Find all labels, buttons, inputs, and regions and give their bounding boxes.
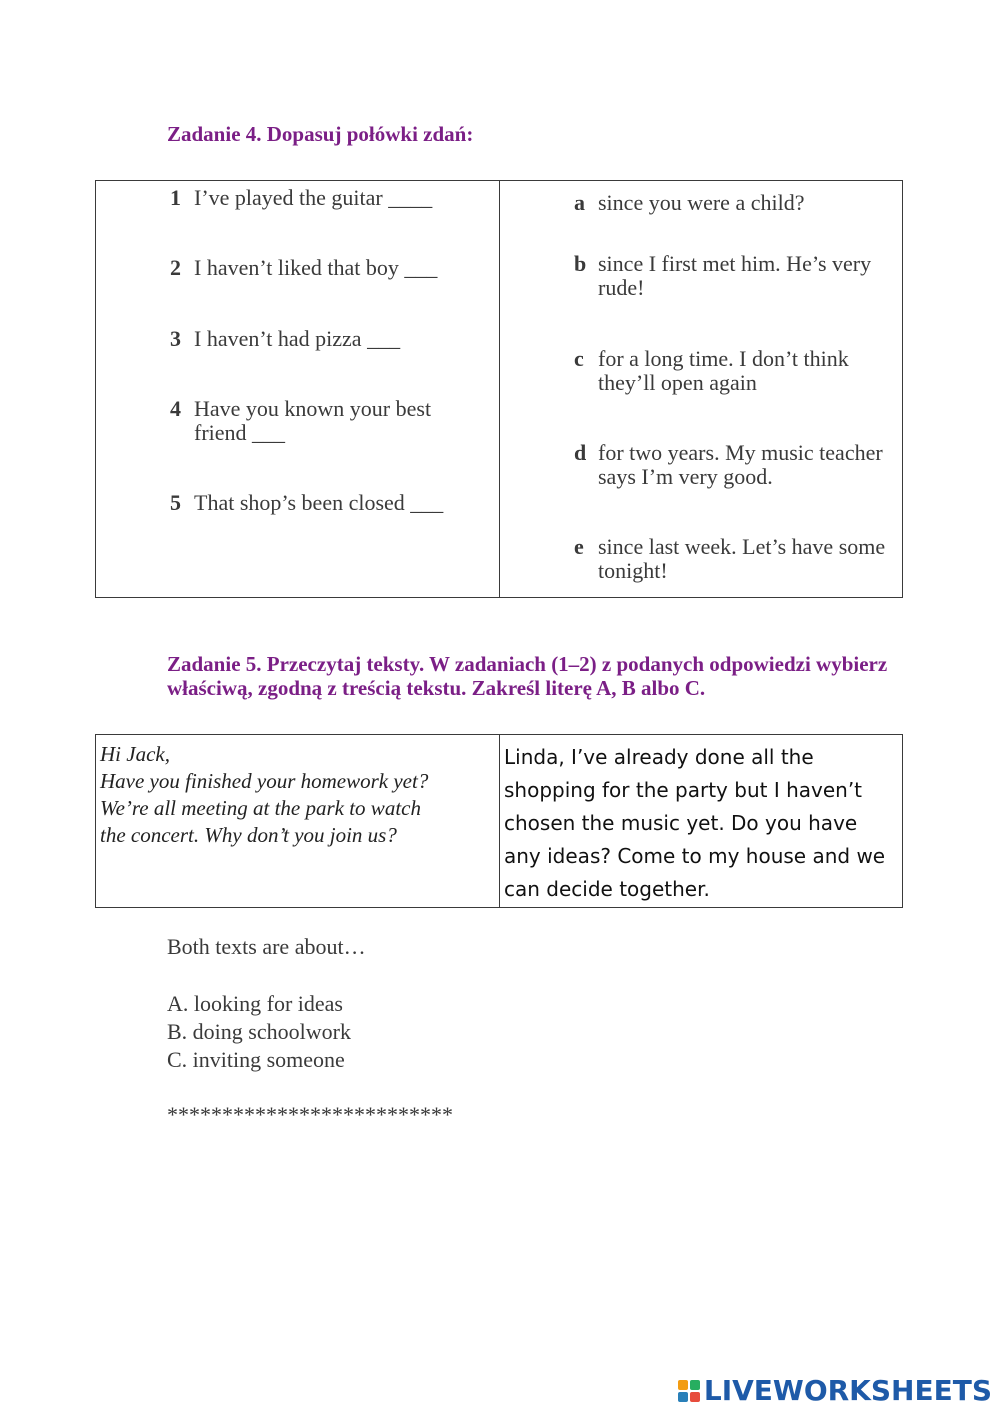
logo-square [678, 1380, 688, 1390]
item-number: 5 [170, 490, 181, 515]
item-letter: e [574, 534, 584, 559]
left-item-3 [170, 327, 460, 351]
right-item-c [574, 347, 874, 395]
left-item-2 [170, 256, 460, 280]
item-number: 1 [170, 185, 181, 210]
text-line: the concert. Why don’t you join us? [100, 823, 397, 847]
item-text: since last week. Let’s have some tonight! [598, 534, 886, 583]
logo-square [690, 1380, 700, 1390]
left-item-1 [170, 186, 460, 210]
logo-text: LIVEWORKSHEETS [703, 1374, 992, 1407]
logo-square [678, 1392, 688, 1402]
table-divider [499, 181, 500, 597]
task5-heading: Zadanie 5. Przeczytaj teksty. W zadaniach (1–2) z podanych odpowiedzi wybierz właściwą, zgodną z treścią tekstu. Zakreśl literę A, B albo C. [167, 652, 888, 700]
item-letter: c [574, 346, 584, 371]
item-text: I haven’t liked that boy ___ [194, 255, 438, 280]
text-message-jack [100, 741, 490, 849]
table-divider [499, 735, 500, 907]
text-line: We’re all meeting at the park to watch [100, 796, 421, 820]
right-item-a [574, 191, 894, 215]
item-number: 3 [170, 326, 181, 351]
task4-heading: Zadanie 4. Dopasuj połówki zdań: [167, 122, 474, 146]
item-text: I’ve played the guitar ____ [194, 185, 433, 210]
item-number: 4 [170, 396, 181, 421]
liveworksheets-logo [678, 1374, 992, 1407]
text-line: Have you finished your homework yet? [100, 769, 429, 793]
left-item-4 [170, 397, 440, 445]
logo-icon [678, 1380, 700, 1402]
text-message-linda: Linda, I’ve already done all the shopping for the party but I haven’t chosen the music yet. Do you have any ideas? Come to my house and we can decide together. [504, 745, 886, 901]
option-b[interactable]: B. doing schoolwork [167, 1019, 351, 1044]
item-text: That shop’s been closed ___ [194, 490, 444, 515]
item-text: I haven’t had pizza ___ [194, 326, 401, 351]
text-line: Hi Jack, [100, 742, 170, 766]
item-text: for a long time. I don’t think they’ll open again [598, 346, 849, 395]
item-number: 2 [170, 255, 181, 280]
right-item-d [574, 441, 894, 489]
option-c[interactable]: C. inviting someone [167, 1047, 345, 1072]
item-letter: d [574, 440, 587, 465]
texts-table [95, 734, 903, 908]
right-item-b [574, 252, 894, 300]
item-text: for two years. My music teacher says I’m very good. [598, 440, 883, 489]
item-text: since you were a child? [598, 190, 805, 215]
left-item-5 [170, 491, 460, 515]
separator-stars: ************************** [167, 1102, 453, 1127]
logo-square [690, 1392, 700, 1402]
matching-table [95, 180, 903, 598]
question-text: Both texts are about… [167, 934, 366, 959]
item-letter: a [574, 190, 585, 215]
item-letter: b [574, 251, 587, 276]
item-text: since I first met him. He’s very rude! [598, 251, 872, 300]
option-a[interactable]: A. looking for ideas [167, 991, 343, 1016]
item-text: Have you known your best friend ___ [194, 396, 432, 445]
right-item-e [574, 535, 894, 583]
